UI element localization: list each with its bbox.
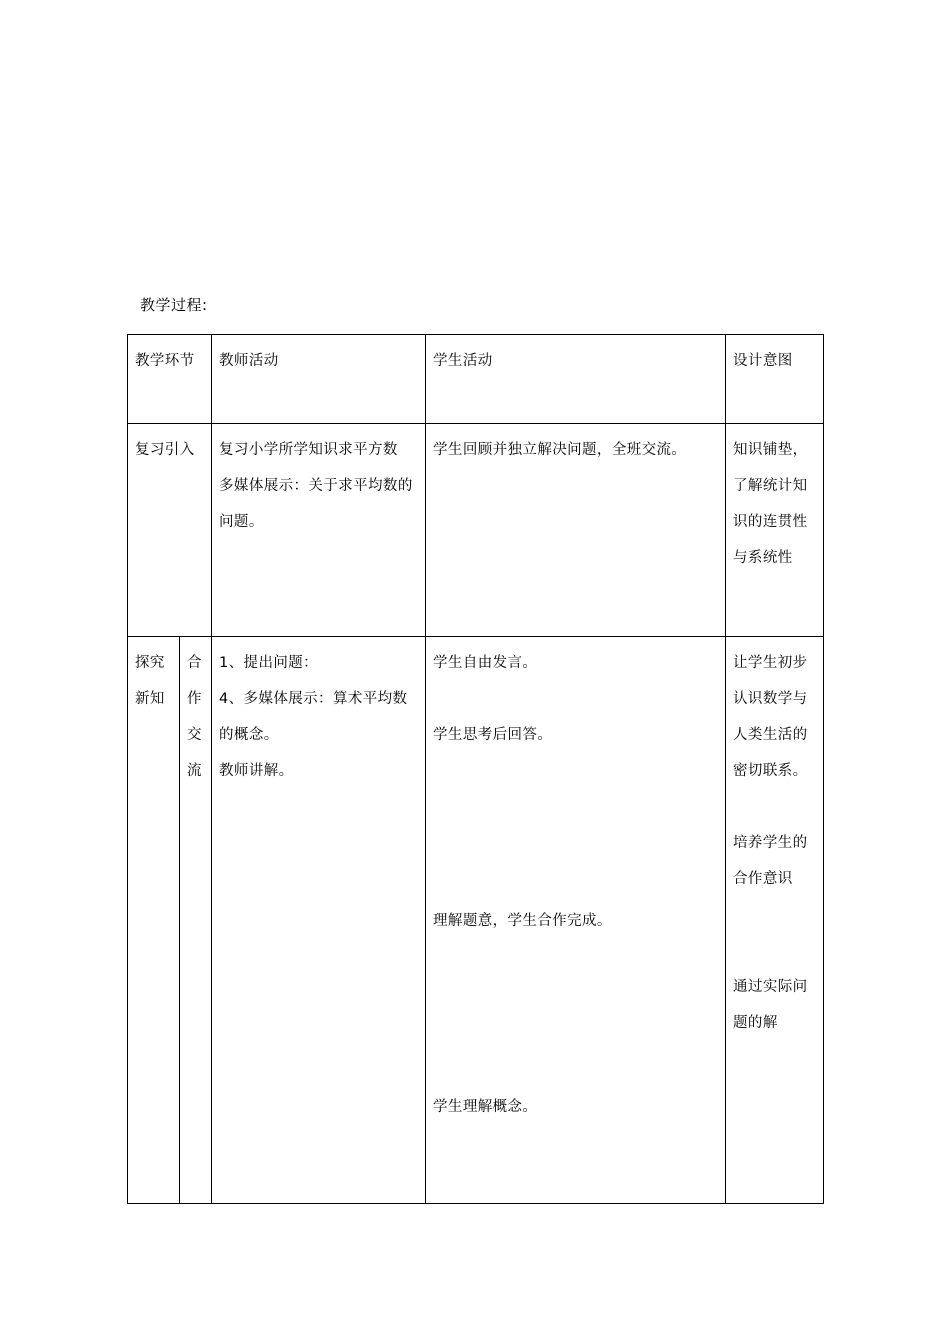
spacer — [433, 939, 718, 1089]
student-line: 学生理解概念。 — [433, 1099, 538, 1115]
cell-teacher-explore — [212, 637, 426, 1204]
cell-stage-review: 复习引入 — [128, 424, 212, 637]
page-title: 教学过程: — [140, 296, 208, 314]
cell-student-review — [426, 424, 726, 637]
header-cell-teacher: 教师活动 — [212, 335, 426, 424]
teacher-line: 多媒体展示：关于求平均数的问题。 — [219, 478, 413, 530]
table-header-row — [128, 335, 824, 424]
header-cell-student: 学生活动 — [426, 335, 726, 424]
student-line: 学生自由发言。 — [433, 655, 538, 671]
spacer — [433, 753, 718, 903]
student-line: 学生思考后回答。 — [433, 727, 553, 743]
student-line: 理解题意，学生合作完成。 — [433, 913, 612, 929]
cell-substage-cooperate: 合作交流 — [180, 637, 212, 1204]
teacher-line: 复习小学所学知识求平方数 — [219, 442, 398, 458]
teacher-line: 1、提出问题： — [219, 655, 319, 671]
student-line: 学生回顾并独立解决问题，全班交流。 — [433, 442, 687, 458]
teacher-line: 教师讲解。 — [219, 763, 294, 779]
teacher-line: 4、多媒体展示：算术平均数的概念。 — [219, 691, 408, 743]
table-row — [128, 424, 824, 637]
cell-student-explore — [426, 637, 726, 1204]
cell-teacher-review — [212, 424, 426, 637]
intent-line: 通过实际问题的解 — [733, 979, 808, 1031]
cell-intent-review — [726, 424, 824, 637]
lesson-plan-table — [127, 334, 824, 1204]
spacer — [733, 789, 816, 825]
intent-line: 培养学生的合作意识 — [733, 835, 808, 887]
header-cell-intent: 设计意图 — [726, 335, 824, 424]
table-row — [128, 637, 824, 1204]
intent-line: 知识铺垫，了解统计知识的连贯性与系统性 — [733, 442, 808, 566]
cell-intent-explore — [726, 637, 824, 1204]
cell-stage-explore: 探究新知 — [128, 637, 180, 1204]
spacer — [433, 681, 718, 717]
spacer — [733, 897, 816, 969]
intent-line: 让学生初步认识数学与人类生活的密切联系。 — [733, 655, 808, 779]
header-cell-stage: 教学环节 — [128, 335, 212, 424]
